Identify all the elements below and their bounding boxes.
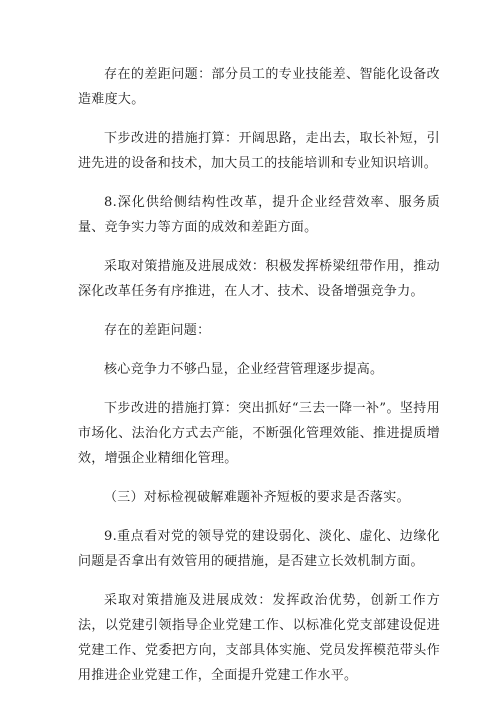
document-body xyxy=(78,62,440,702)
paragraph-gap-problem-2-label: 存在的差距问题： xyxy=(104,323,211,338)
section-heading-3: （三）对标检视破解难题补齐短板的要求是否落实。 xyxy=(104,490,410,505)
paragraph-improvement-plan-2: 下步改进的措施打算：突出抓好“三去一降一补”。坚持用市场化、法治化方式去产能，不断强化管理效能、推进提质增效，增强企业精细化管理。 xyxy=(78,401,440,466)
paragraph-gap-problem-2-detail: 核心竞争力不够凸显，企业经营管理逐步提高。 xyxy=(104,362,384,377)
paragraph-gap-problem-1: 存在的差距问题：部分员工的专业技能差、智能化设备改造难度大。 xyxy=(78,67,440,107)
paragraph-improvement-plan-1: 下步改进的措施打算：开阔思路，走出去，取长补短，引进先进的设备和技术，加大员工的技能培训和专业知识培训。 xyxy=(78,131,440,171)
paragraph-measures-progress-2: 采取对策措施及进展成效：发挥政治优势，创新工作方法，以党建引领指导企业党建工作、以标准化党支部建设促进党建工作、党委把方向，支部具体实施、党员发挥模范带头作用推进企业党建工作，全面提升党建工作水平。 xyxy=(78,593,440,683)
paragraph-measures-progress-1: 采取对策措施及进展成效：积极发挥桥梁纽带作用，推动深化改革任务有序推进，在人才、技术、设备增强竞争力。 xyxy=(78,259,440,299)
paragraph-item-8-heading: 8.深化供给侧结构性改革，提升企业经营效率、服务质量、竞争实力等方面的成效和差距方面。 xyxy=(78,195,440,235)
paragraph-item-9-heading: 9.重点看对党的领导党的建设弱化、淡化、虚化、边缘化问题是否拿出有效管用的硬措施，是否建立长效机制方面。 xyxy=(78,529,440,569)
